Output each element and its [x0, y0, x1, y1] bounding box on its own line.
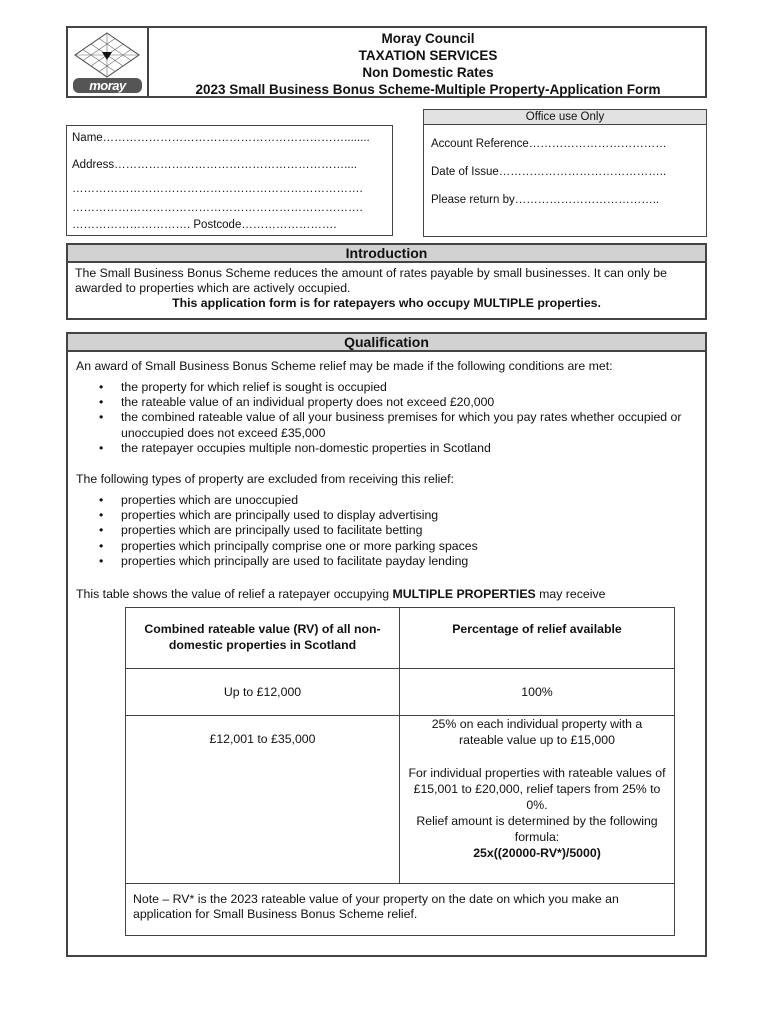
exclusions-list [99, 493, 699, 569]
relief-table [125, 607, 675, 936]
form-name: 2023 Small Business Bonus Scheme-Multiple Property-Application Form [195, 82, 661, 97]
relief-cell [400, 716, 675, 884]
relief-taper-text: For individual properties with rateable values of £15,001 to £20,000, relief tapers from 25% to 0%. [408, 766, 666, 812]
department-name: TAXATION SERVICES [358, 48, 498, 63]
qualification-section [66, 351, 707, 957]
list-item: • properties which are unoccupied [99, 493, 699, 508]
qualification-heading: Qualification [66, 332, 707, 352]
introduction-heading: Introduction [66, 243, 707, 263]
logo-wordmark: moray [73, 78, 142, 93]
table-row [126, 716, 675, 884]
address-field[interactable]: Address…………………………………………………….... [72, 159, 357, 171]
table-header-row [126, 608, 675, 669]
moray-council-logo [68, 28, 149, 96]
applicant-details-box [66, 125, 393, 236]
relief-formula-intro: Relief amount is determined by the following formula: [416, 814, 658, 844]
list-item: • the ratepayer occupies multiple non-domestic properties in Scotland [99, 441, 699, 456]
return-by-field: Please return by……………………………….. [431, 194, 660, 206]
relief-column-header: Percentage of relief available [400, 608, 675, 669]
conditions-list [99, 380, 699, 456]
form-title [150, 30, 706, 98]
rv-note: Note – RV* is the 2023 rateable value of your property on the date on which you make an application for Small Business Bonus Scheme relief. [126, 884, 675, 936]
postcode-field[interactable]: …………………………. Postcode……………………. [72, 219, 337, 231]
table-row [126, 669, 675, 716]
list-item: • the property for which relief is sought is occupied [99, 380, 699, 395]
relief-formula: 25x((20000-RV*)/5000) [473, 846, 601, 860]
address-field-line-3[interactable]: …………………………………………………………………. [72, 202, 363, 214]
table-note-row [126, 884, 675, 936]
introduction-text: The Small Business Bonus Scheme reduces the amount of rates payable by small businesses. It can only be awarded to properties which are actively occupied. [75, 266, 667, 295]
rv-column-header: Combined rateable value (RV) of all non-domestic properties in Scotland [126, 608, 400, 669]
list-item: • properties which principally comprise one or more parking spaces [99, 539, 699, 554]
relief-cell: 100% [400, 669, 675, 716]
account-reference-field: Account Reference……………………………… [431, 138, 667, 150]
table-intro: This table shows the value of relief a ratepayer occupying MULTIPLE PROPERTIES may receive [76, 587, 606, 601]
office-use-box [423, 109, 707, 237]
exclusions-intro: The following types of property are excluded from receiving this relief: [76, 472, 454, 486]
list-item: • properties which are principally used to facilitate betting [99, 523, 699, 538]
list-item: • the rateable value of an individual property does not exceed £20,000 [99, 395, 699, 410]
council-name: Moray Council [381, 31, 475, 46]
logo-diamond-icon [74, 32, 140, 78]
introduction-section [66, 262, 707, 320]
name-field[interactable]: Name………………………………………………………........ [72, 132, 370, 144]
list-item: • the combined rateable value of all your business premises for which you pay rates whether occupied or unoccupied does not exceed £35,000 [99, 410, 699, 440]
address-field-line-2[interactable]: …………………………………………………………………. [72, 183, 363, 195]
conditions-intro: An award of Small Business Bonus Scheme relief may be made if the following conditions are met: [76, 359, 613, 373]
office-use-heading: Office use Only [424, 110, 706, 125]
list-item: • properties which are principally used to display advertising [99, 508, 699, 523]
form-header [66, 26, 707, 98]
date-of-issue-field: Date of Issue…………………………………….. [431, 166, 667, 178]
relief-base-text: 25% on each individual property with a rateable value up to £15,000 [431, 717, 643, 747]
rates-type: Non Domestic Rates [362, 65, 494, 80]
multiple-properties-notice: This application form is for ratepayers who occupy MULTIPLE properties. [172, 296, 601, 310]
rv-band-cell: £12,001 to £35,000 [126, 716, 400, 884]
list-item: • properties which principally are used to facilitate payday lending [99, 554, 699, 569]
rv-band-cell: Up to £12,000 [126, 669, 400, 716]
